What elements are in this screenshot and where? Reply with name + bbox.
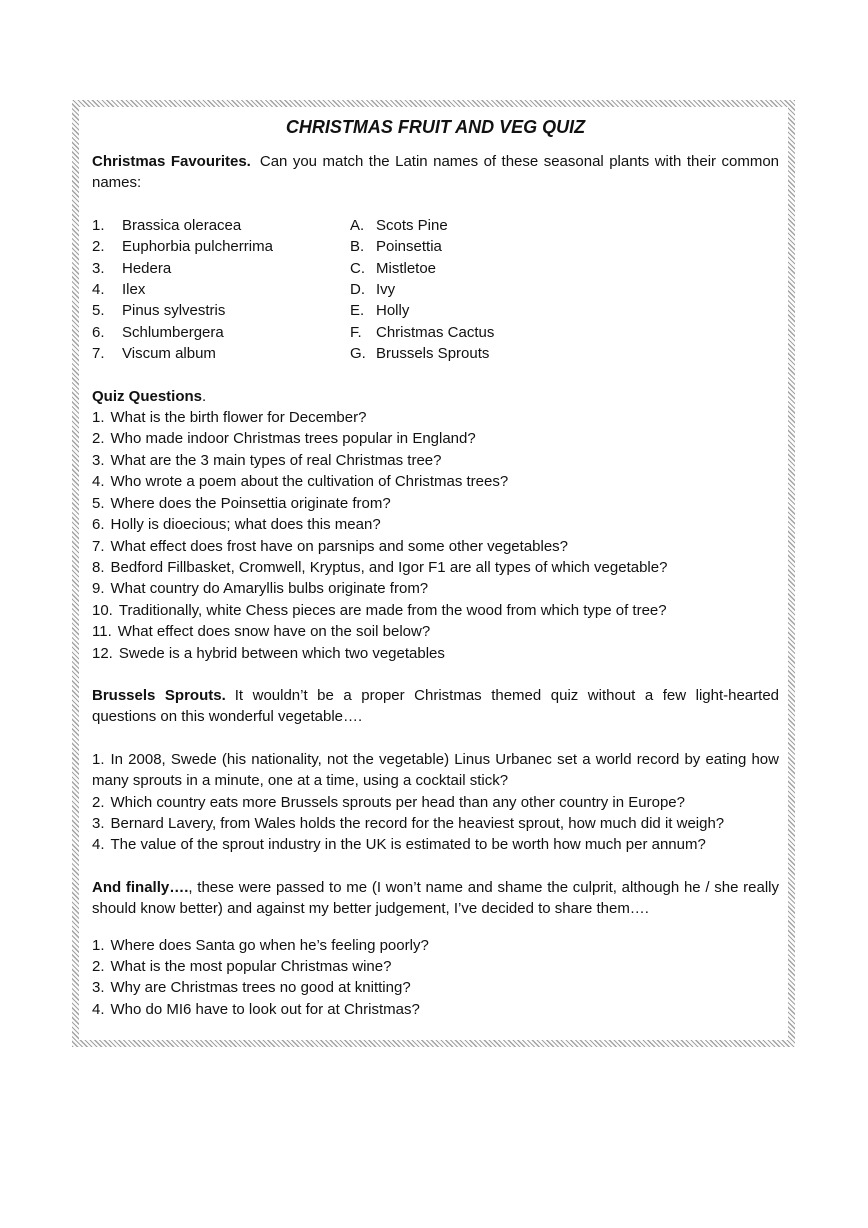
latin-name: Brassica oleracea [122, 216, 242, 234]
common-name: Scots Pine [376, 216, 448, 234]
common-option-letter: F. [350, 323, 362, 341]
common-option-letter: D. [350, 281, 365, 299]
question-text: Where does Santa go when he’s feeling poorly? [110, 936, 429, 954]
sprouts-question [92, 749, 779, 792]
question-number: 4. [92, 473, 105, 491]
latin-item-number: 2. [92, 238, 105, 256]
latin-item-number: 6. [92, 323, 105, 341]
spacer [92, 664, 779, 685]
latin-name: Euphorbia pulcherrima [122, 238, 273, 256]
jokes-intro-text: , these were passed to me (I won’t name and shame the culprit, although he / she really should know better) and against my better judgement, I’ve decided to share them…. [92, 878, 780, 918]
quiz-question [92, 428, 779, 449]
question-number: 2. [92, 793, 105, 811]
question-text: Bernard Lavery, from Wales holds the record for the heaviest sprout, how much did it weigh? [110, 814, 725, 832]
matching-list [92, 215, 779, 365]
favourites-intro-text: Can you match the Latin names of these seasonal plants with their common names: [92, 153, 779, 192]
quiz-question [92, 578, 779, 599]
question-number: 7. [92, 537, 105, 555]
question-text: Holly is dioecious; what does this mean? [110, 516, 381, 534]
question-text: Which country eats more Brussels sprouts per head than any other country in Europe? [110, 793, 685, 811]
quiz-questions-heading-suffix: . [202, 387, 207, 405]
quiz-question [92, 536, 779, 557]
question-text: What is the birth flower for December? [110, 409, 367, 427]
question-number: 1. [92, 409, 105, 427]
page-title: CHRISTMAS FRUIT AND VEG QUIZ [285, 117, 586, 137]
common-name: Holly [376, 302, 410, 320]
quiz-question [92, 493, 779, 514]
spacer [92, 728, 779, 749]
joke-question [92, 935, 779, 956]
question-text: What effect does frost have on parsnips and some other vegetables? [110, 537, 569, 555]
question-number: 1. [92, 750, 105, 768]
sprouts-heading: Brussels Sprouts. [92, 686, 226, 704]
question-number: 10. [92, 601, 113, 619]
question-text: Why are Christmas trees no good at knitting? [110, 979, 411, 997]
question-text: What country do Amaryllis bulbs originate from? [110, 580, 429, 598]
common-option-letter: B. [350, 238, 365, 256]
question-number: 2. [92, 430, 105, 448]
question-number: 3. [92, 451, 105, 469]
favourites-intro-paragraph [92, 151, 779, 194]
question-number: 3. [92, 814, 105, 832]
latin-item-number: 3. [92, 259, 105, 277]
common-name: Poinsettia [376, 238, 442, 256]
document-page [79, 107, 788, 1040]
sprouts-question [92, 813, 779, 834]
question-text: The value of the sprout industry in the UK is estimated to be worth how much per annum? [110, 836, 706, 854]
question-text: Who made indoor Christmas trees popular in England? [110, 430, 476, 448]
question-number: 2. [92, 958, 105, 975]
question-text: Who do MI6 have to look out for at Christmas? [110, 1000, 420, 1018]
latin-name: Schlumbergera [122, 323, 224, 341]
jokes-question-list [92, 935, 779, 1021]
spacer [92, 856, 779, 877]
joke-question [92, 977, 779, 998]
joke-question [92, 956, 779, 977]
latin-item-number: 4. [92, 281, 105, 299]
question-number: 1. [92, 936, 105, 954]
question-text: Bedford Fillbasket, Cromwell, Kryptus, and Igor F1 are all types of which vegetable? [110, 558, 668, 576]
common-option-letter: C. [350, 259, 365, 277]
quiz-question [92, 557, 779, 578]
question-number: 3. [92, 979, 105, 997]
common-option-letter: G. [350, 345, 366, 363]
quiz-questions-heading-line [92, 386, 779, 407]
decorative-page-border [72, 100, 795, 1047]
matching-row [92, 343, 779, 364]
common-name: Brussels Sprouts [376, 345, 490, 363]
jokes-heading: And finally…. [92, 878, 189, 896]
matching-row [92, 258, 779, 279]
common-name: Christmas Cactus [376, 323, 495, 341]
spacer [92, 365, 779, 386]
spacer [92, 920, 779, 935]
sprouts-intro-text: It wouldn’t be a proper Christmas themed quiz without a few light-hearted questions on this wonderful vegetable…. [92, 686, 779, 726]
quiz-question-list [92, 407, 779, 664]
favourites-heading: Christmas Favourites. [92, 153, 251, 170]
quiz-question [92, 407, 779, 428]
matching-row [92, 236, 779, 257]
quiz-question [92, 450, 779, 471]
latin-name: Hedera [122, 259, 172, 277]
question-text: What are the 3 main types of real Christmas tree? [110, 451, 442, 469]
quiz-questions-heading: Quiz Questions [92, 387, 203, 405]
latin-name: Viscum album [122, 345, 216, 363]
question-text: Where does the Poinsettia originate from? [110, 494, 391, 512]
question-number: 8. [92, 558, 105, 576]
question-text: What effect does snow have on the soil below? [117, 623, 431, 641]
common-option-letter: E. [350, 302, 365, 320]
latin-item-number: 5. [92, 302, 105, 320]
sprouts-question [92, 834, 779, 855]
spacer [92, 194, 779, 215]
question-number: 4. [92, 1000, 105, 1018]
matching-row [92, 215, 779, 236]
question-number: 12. [92, 644, 113, 662]
common-name: Ivy [376, 281, 396, 299]
question-text: Traditionally, white Chess pieces are made from the wood from which type of tree? [118, 601, 667, 619]
quiz-question [92, 514, 779, 535]
quiz-question [92, 621, 779, 642]
quiz-question [92, 643, 779, 664]
quiz-question [92, 600, 779, 621]
sprouts-intro-paragraph [92, 685, 779, 728]
common-option-letter: A. [350, 216, 365, 234]
latin-name: Pinus sylvestris [122, 302, 226, 320]
question-text: What is the most popular Christmas wine? [110, 958, 392, 975]
question-number: 11. [92, 623, 112, 641]
question-number: 4. [92, 836, 105, 854]
latin-item-number: 7. [92, 345, 105, 363]
matching-row [92, 300, 779, 321]
quiz-question [92, 471, 779, 492]
matching-row [92, 322, 779, 343]
question-number: 6. [92, 516, 105, 534]
joke-question [92, 999, 779, 1020]
sprouts-question-list [92, 749, 779, 856]
sprouts-question [92, 792, 779, 813]
common-name: Mistletoe [376, 259, 437, 277]
question-number: 5. [92, 494, 105, 512]
latin-name: Ilex [122, 281, 146, 299]
matching-row [92, 279, 779, 300]
question-text: Swede is a hybrid between which two vegetables [118, 644, 445, 662]
question-text: Who wrote a poem about the cultivation of Christmas trees? [110, 473, 509, 491]
jokes-intro-paragraph [92, 877, 779, 920]
latin-item-number: 1. [92, 216, 105, 234]
question-text: In 2008, Swede (his nationality, not the vegetable) Linus Urbanec set a world record by eating how many sprouts in a minute, one at a time, using a cocktail stick? [92, 750, 779, 790]
question-number: 9. [92, 580, 105, 598]
